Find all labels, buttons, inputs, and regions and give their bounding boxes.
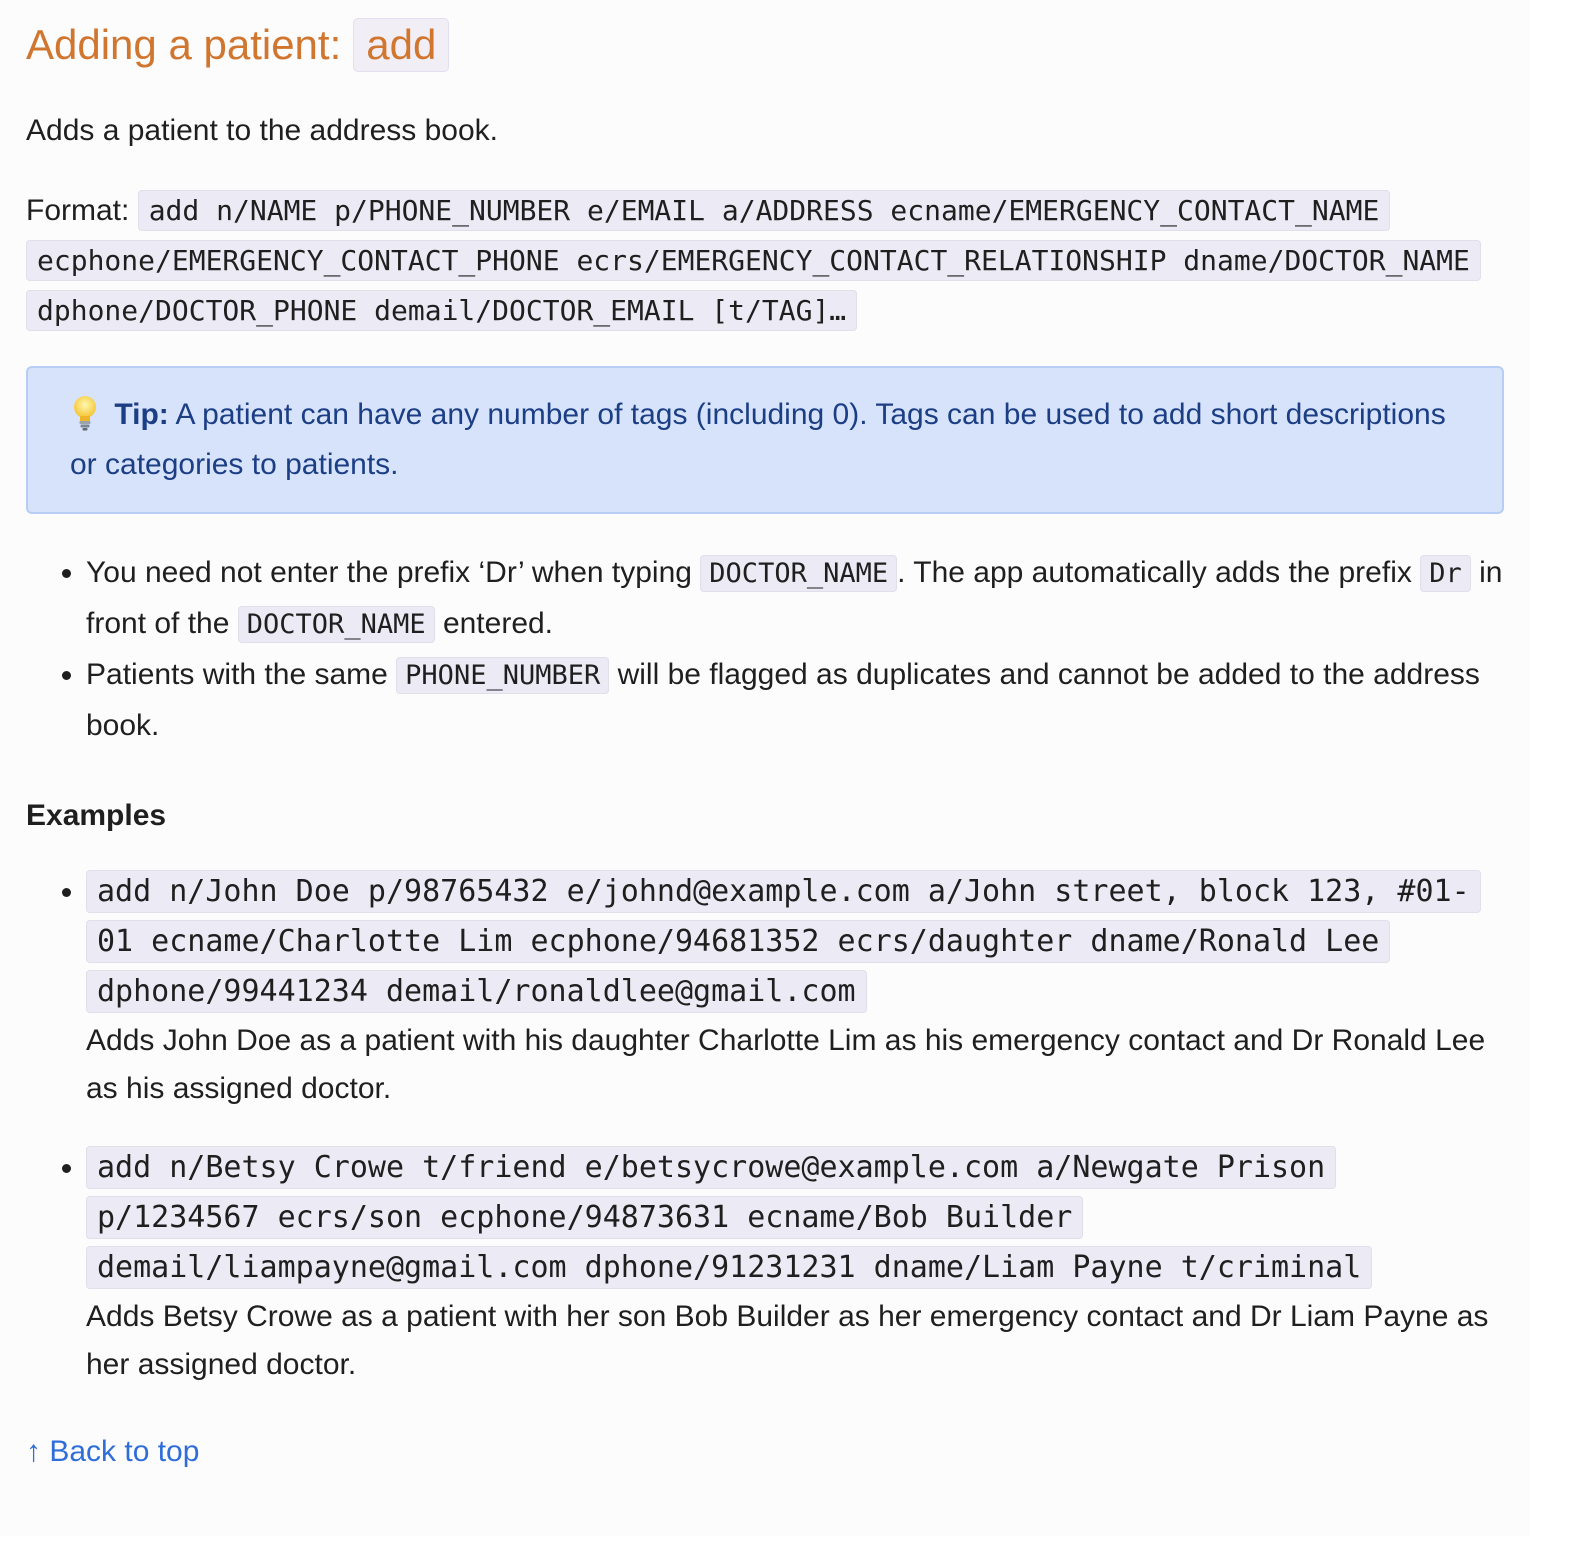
section-heading-text: Adding a patient: xyxy=(26,21,342,68)
list-item xyxy=(86,650,1504,751)
note-text: in front of the xyxy=(86,556,1503,640)
format-code: add n/NAME p/PHONE_NUMBER e/EMAIL a/ADDRESS ecname/EMERGENCY_CONTACT_NAME ecphone/EMERGENCY_CONTACT_PHONE ecrs/EMERGENCY_CONTACT_RELATIONSHIP dname/DOCTOR_NAME dphone/DOCTOR_PHONE demail/DOCTOR_EMAIL [t/TAG]… xyxy=(26,190,1481,331)
examples-list xyxy=(26,867,1504,1389)
note-text: . The app automatically adds the prefix xyxy=(897,556,1412,589)
example-description: Adds John Doe as a patient with his daughter Charlotte Lim as his emergency contact and Dr Ronald Lee as his assigned doctor. xyxy=(86,1024,1486,1105)
inline-code: Dr xyxy=(1420,555,1471,592)
notes-list xyxy=(26,548,1504,751)
section-heading xyxy=(26,0,1504,74)
example-code: add n/Betsy Crowe t/friend e/betsycrowe@example.com a/Newgate Prison p/1234567 ecrs/son ecphone/94873631 ecname/Bob Builder demail/liampayne@gmail.com dphone/91231231 dname/Liam Payne t/criminal xyxy=(86,1146,1372,1289)
list-item xyxy=(86,1143,1504,1389)
tip-text: A patient can have any number of tags (including 0). Tags can be used to add short descriptions or categories to patients. xyxy=(70,398,1446,481)
note-text: You need not enter the prefix ‘Dr’ when typing xyxy=(86,556,692,589)
intro-text: Adds a patient to the address book. xyxy=(26,114,498,147)
note-text: will be flagged as duplicates and cannot be added to the address book. xyxy=(86,658,1480,742)
note-text: entered. xyxy=(442,607,554,640)
format-label: Format: xyxy=(26,194,130,227)
inline-code: DOCTOR_NAME xyxy=(238,606,435,643)
examples-heading: Examples xyxy=(26,799,167,832)
example-code: add n/John Doe p/98765432 e/johnd@example.com a/John street, block 123, #01-01 ecname/Charlotte Lim ecphone/94681352 ecrs/daughter dname/Ronald Lee dphone/99441234 demail/ronaldlee@gmail.com xyxy=(86,870,1481,1013)
tip-box xyxy=(26,366,1504,514)
section-heading-command: add xyxy=(353,18,449,72)
example-description: Adds Betsy Crowe as a patient with her son Bob Builder as her emergency contact and Dr Liam Payne as her assigned doctor. xyxy=(86,1300,1489,1381)
list-item xyxy=(86,867,1504,1113)
note-text: Patients with the same xyxy=(86,658,388,691)
back-to-top-link[interactable]: ↑ Back to top xyxy=(26,1435,200,1468)
tip-label: Tip: xyxy=(114,398,169,431)
format-line xyxy=(26,186,1504,336)
lightbulb-icon xyxy=(70,390,100,440)
inline-code: PHONE_NUMBER xyxy=(396,657,609,694)
inline-code: DOCTOR_NAME xyxy=(700,555,897,592)
list-item xyxy=(86,548,1504,650)
